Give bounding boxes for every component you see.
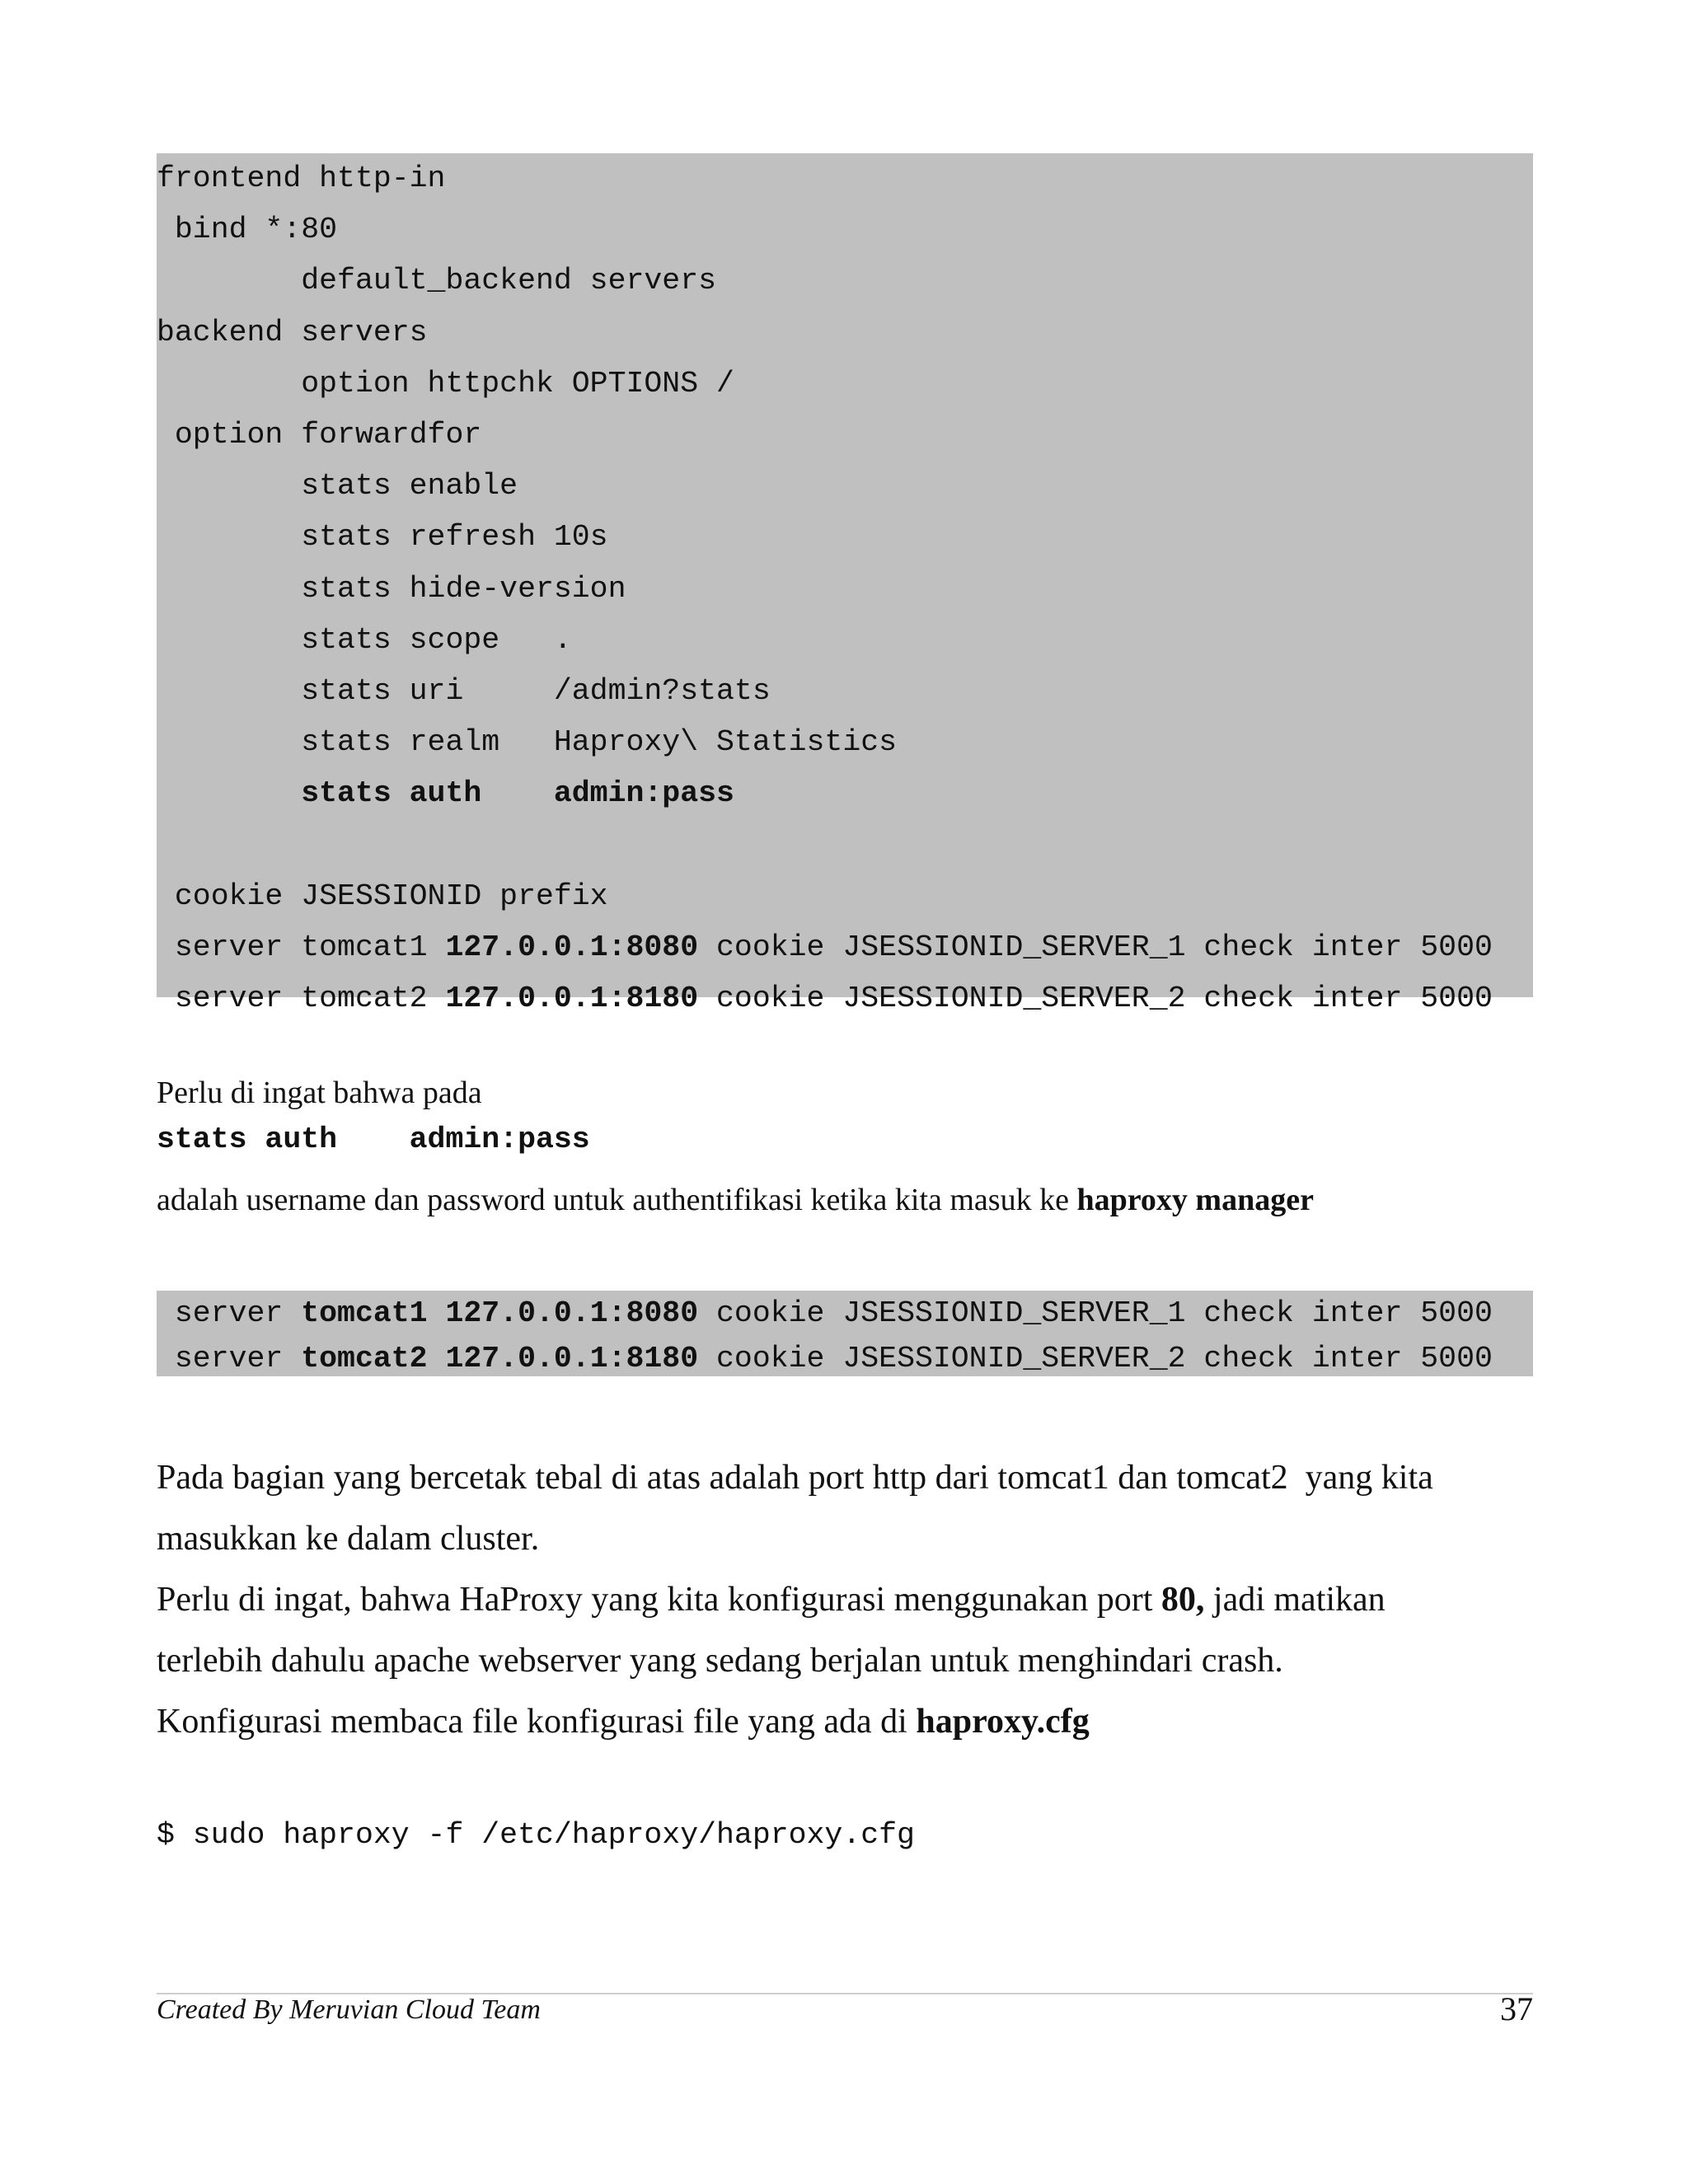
paragraph-line: Pada bagian yang bercetak tebal di atas adalah port http dari tomcat1 dan tomcat2 yang kita (157, 1459, 1433, 1497)
code-line: stats refresh 10s (157, 520, 608, 555)
code-text: cookie JSESSIONID_SERVER_1 check inter 5000 (698, 930, 1493, 964)
code-text: cookie JSESSIONID_SERVER_2 check inter 5000 (698, 1342, 1493, 1376)
code-line-server (157, 973, 1533, 1024)
code-text: server tomcat2 (157, 982, 446, 1015)
server-line (157, 1291, 1533, 1333)
code-text: cookie JSESSIONID_SERVER_2 check inter 5000 (698, 982, 1493, 1015)
code-line: option forwardfor (157, 417, 482, 452)
paragraph-line (157, 1569, 1386, 1630)
shell-command: $ sudo haproxy -f /etc/haproxy/haproxy.cfg (157, 1818, 915, 1852)
code-text: server (157, 1296, 302, 1330)
code-line: bind *:80 (157, 213, 338, 247)
code-line: option httpchk OPTIONS / (157, 366, 734, 401)
note-desc-bold: haproxy manager (1076, 1183, 1314, 1217)
code-line-bold: stats auth admin:pass (157, 776, 734, 811)
code-line: stats hide-version (157, 571, 626, 606)
code-line: backend servers (157, 315, 428, 349)
code-line (157, 819, 1533, 870)
code-text: server tomcat1 (157, 930, 446, 964)
code-line: stats uri /admin?stats (157, 673, 771, 708)
footer-credit: Created By Meruvian Cloud Team (157, 1994, 541, 2025)
paragraph-text: Konfigurasi membaca file konfigurasi file yang ada di (157, 1703, 917, 1741)
code-bold-address: 127.0.0.1:8180 (445, 982, 699, 1015)
code-bold-address: 127.0.0.1:8080 (445, 930, 699, 964)
paragraph-text: Perlu di ingat, bahwa HaProxy yang kita konfigurasi menggunakan port (157, 1581, 1161, 1619)
paragraph-bold-port: 80, (1160, 1581, 1205, 1619)
note-code: stats auth admin:pass (157, 1122, 590, 1156)
code-line: frontend http-in (157, 162, 446, 195)
code-text: server (157, 1342, 302, 1376)
code-line-server (157, 922, 1533, 973)
code-line: stats realm Haproxy\ Statistics (157, 725, 898, 760)
page-number: 37 (1500, 1990, 1533, 2027)
code-bold: tomcat2 127.0.0.1:8180 (301, 1342, 699, 1376)
server-block (157, 1291, 1533, 1376)
code-line: default_backend servers (157, 264, 717, 298)
code-bold: tomcat1 127.0.0.1:8080 (301, 1296, 699, 1330)
paragraph-text: jadi matikan (1204, 1581, 1386, 1619)
note-description (157, 1177, 1314, 1223)
paragraph-line: terlebih dahulu apache webserver yang sedang berjalan untuk menghindari crash. (157, 1642, 1283, 1680)
paragraph-bold-file: haproxy.cfg (916, 1703, 1090, 1741)
code-text: cookie JSESSIONID_SERVER_1 check inter 5000 (698, 1296, 1493, 1330)
code-line: stats scope . (157, 622, 572, 657)
code-line: cookie JSESSIONID prefix (157, 879, 608, 913)
note-desc-text: adalah username dan password untuk authentifikasi ketika kita masuk ke (157, 1183, 1077, 1217)
paragraph-line: masukkan ke dalam cluster. (157, 1520, 540, 1558)
note-intro: Perlu di ingat bahwa pada (157, 1076, 482, 1110)
haproxy-config-block (157, 153, 1533, 1015)
paragraph-line (157, 1691, 1090, 1752)
code-line: stats enable (157, 469, 518, 504)
server-line (157, 1333, 1533, 1376)
